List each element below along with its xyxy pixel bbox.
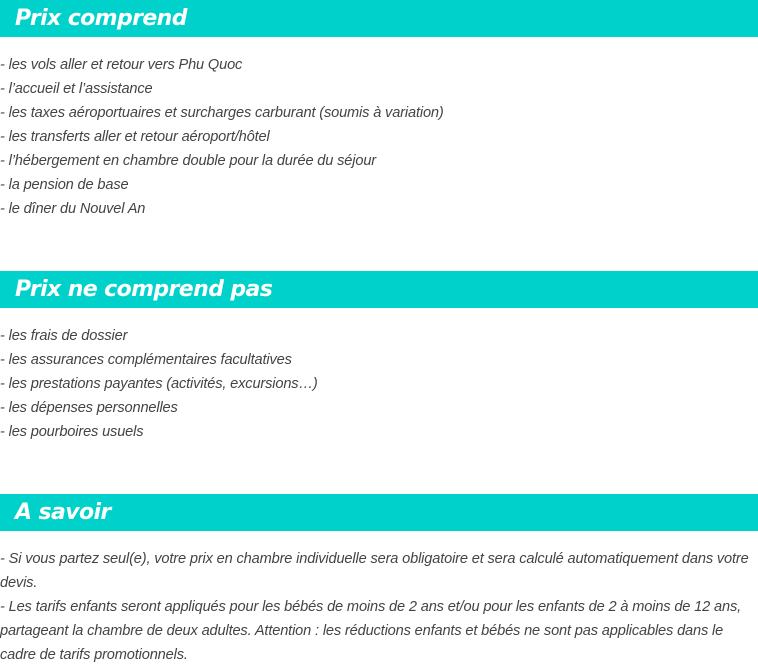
list-item: - les dépenses personnelles: [0, 400, 178, 416]
excluded-list: [0, 324, 758, 444]
list-item: - le dîner du Nouvel An: [0, 201, 146, 217]
list-item: - la pension de base: [0, 177, 129, 193]
list-item: - l’accueil et l’assistance: [0, 81, 153, 97]
list-item: - les taxes aéroportuaires et surcharges carburant (soumis à variation): [0, 105, 444, 121]
list-item: - les transferts aller et retour aéroport/hôtel: [0, 129, 270, 145]
info-paragraph-child-rates: - Les tarifs enfants seront appliqués pour les bébés de moins de 2 ans et/ou pour les enfants de 2 à moins de 12 ans, partageant la chambre de deux adultes. Attention : les réductions enfants et bébés ne sont pas applicables dans le cadre de tarifs promotionnels.: [0, 599, 741, 663]
included-list: [0, 53, 758, 221]
section-header-prix-comprend: Prix comprend: [0, 0, 758, 37]
list-item: - les assurances complémentaires facultatives: [0, 352, 292, 368]
list-item: - les frais de dossier: [0, 328, 128, 344]
list-item: - les pourboires usuels: [0, 424, 144, 440]
list-item: - les prestations payantes (activités, excursions…): [0, 376, 318, 392]
list-item: - l’hébergement en chambre double pour la durée du séjour: [0, 153, 376, 169]
section-header-prix-ne-comprend-pas: Prix ne comprend pas: [0, 271, 758, 308]
list-item: - les vols aller et retour vers Phu Quoc: [0, 57, 243, 73]
section-header-a-savoir: A savoir: [0, 494, 758, 531]
info-paragraph-single-room: - Si vous partez seul(e), votre prix en chambre individuelle sera obligatoire et sera calculé automatiquement dans votre devis.: [0, 551, 749, 591]
